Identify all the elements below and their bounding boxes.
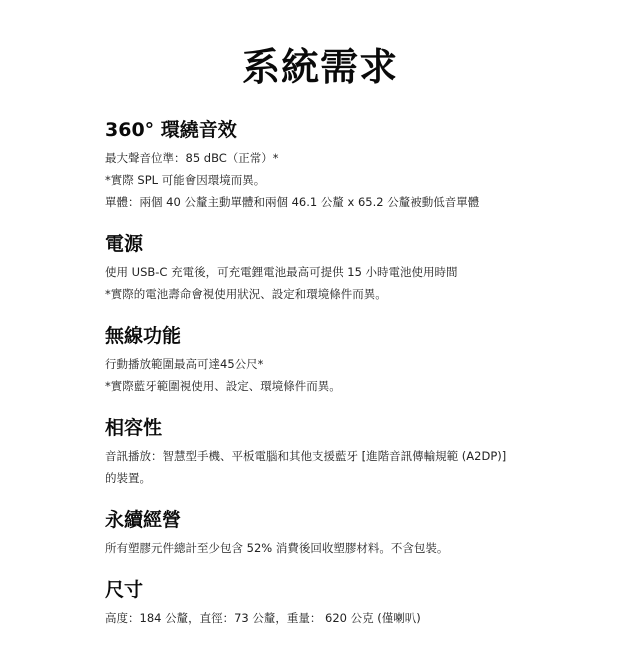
section-heading: 尺寸 [105, 579, 144, 601]
section-line: *實際的電池壽命會視使用狀況、設定和環境條件而異。 [105, 287, 387, 301]
section-compatibility [105, 415, 575, 489]
section-line: 行動播放範圍最高可達45公尺* [105, 357, 264, 371]
section-line: *實際藍牙範圍視使用、設定、環境條件而異。 [105, 379, 341, 393]
section-heading: 永續經營 [105, 509, 182, 531]
section-line: *實際 SPL 可能會因環境而異。 [105, 173, 266, 187]
section-line: 所有塑膠元件總計至少包含 52% 消費後回收塑膠材料。不含包裝。 [105, 541, 449, 555]
section-line: 最大聲音位準：85 dBC（正常）* [105, 151, 279, 165]
section-surround-sound [105, 117, 575, 213]
section-line: 高度：184 公釐，直徑：73 公釐，重量： 620 公克 (僅喇叭) [105, 611, 421, 625]
section-line: 的裝置。 [105, 471, 151, 485]
section-power [105, 231, 575, 305]
section-heading: 無線功能 [105, 325, 182, 347]
section-line: 單體：兩個 40 公釐主動單體和兩個 46.1 公釐 x 65.2 公釐被動低音單體 [105, 195, 480, 209]
section-heading: 相容性 [105, 417, 163, 439]
spec-sections [105, 117, 575, 647]
section-heading: 電源 [105, 233, 144, 255]
section-sustainability [105, 507, 575, 559]
section-dimensions [105, 577, 575, 629]
section-line: 使用 USB-C 充電後，可充電鋰電池最高可提供 15 小時電池使用時間 [105, 265, 458, 279]
section-line: 音訊播放：智慧型手機、平板電腦和其他支援藍牙 [進階音訊傳輸規範 (A2DP)] [105, 449, 507, 463]
section-heading: 360° 環繞音效 [105, 119, 237, 141]
page-title: 系統需求 [241, 45, 398, 89]
section-wireless [105, 323, 575, 397]
